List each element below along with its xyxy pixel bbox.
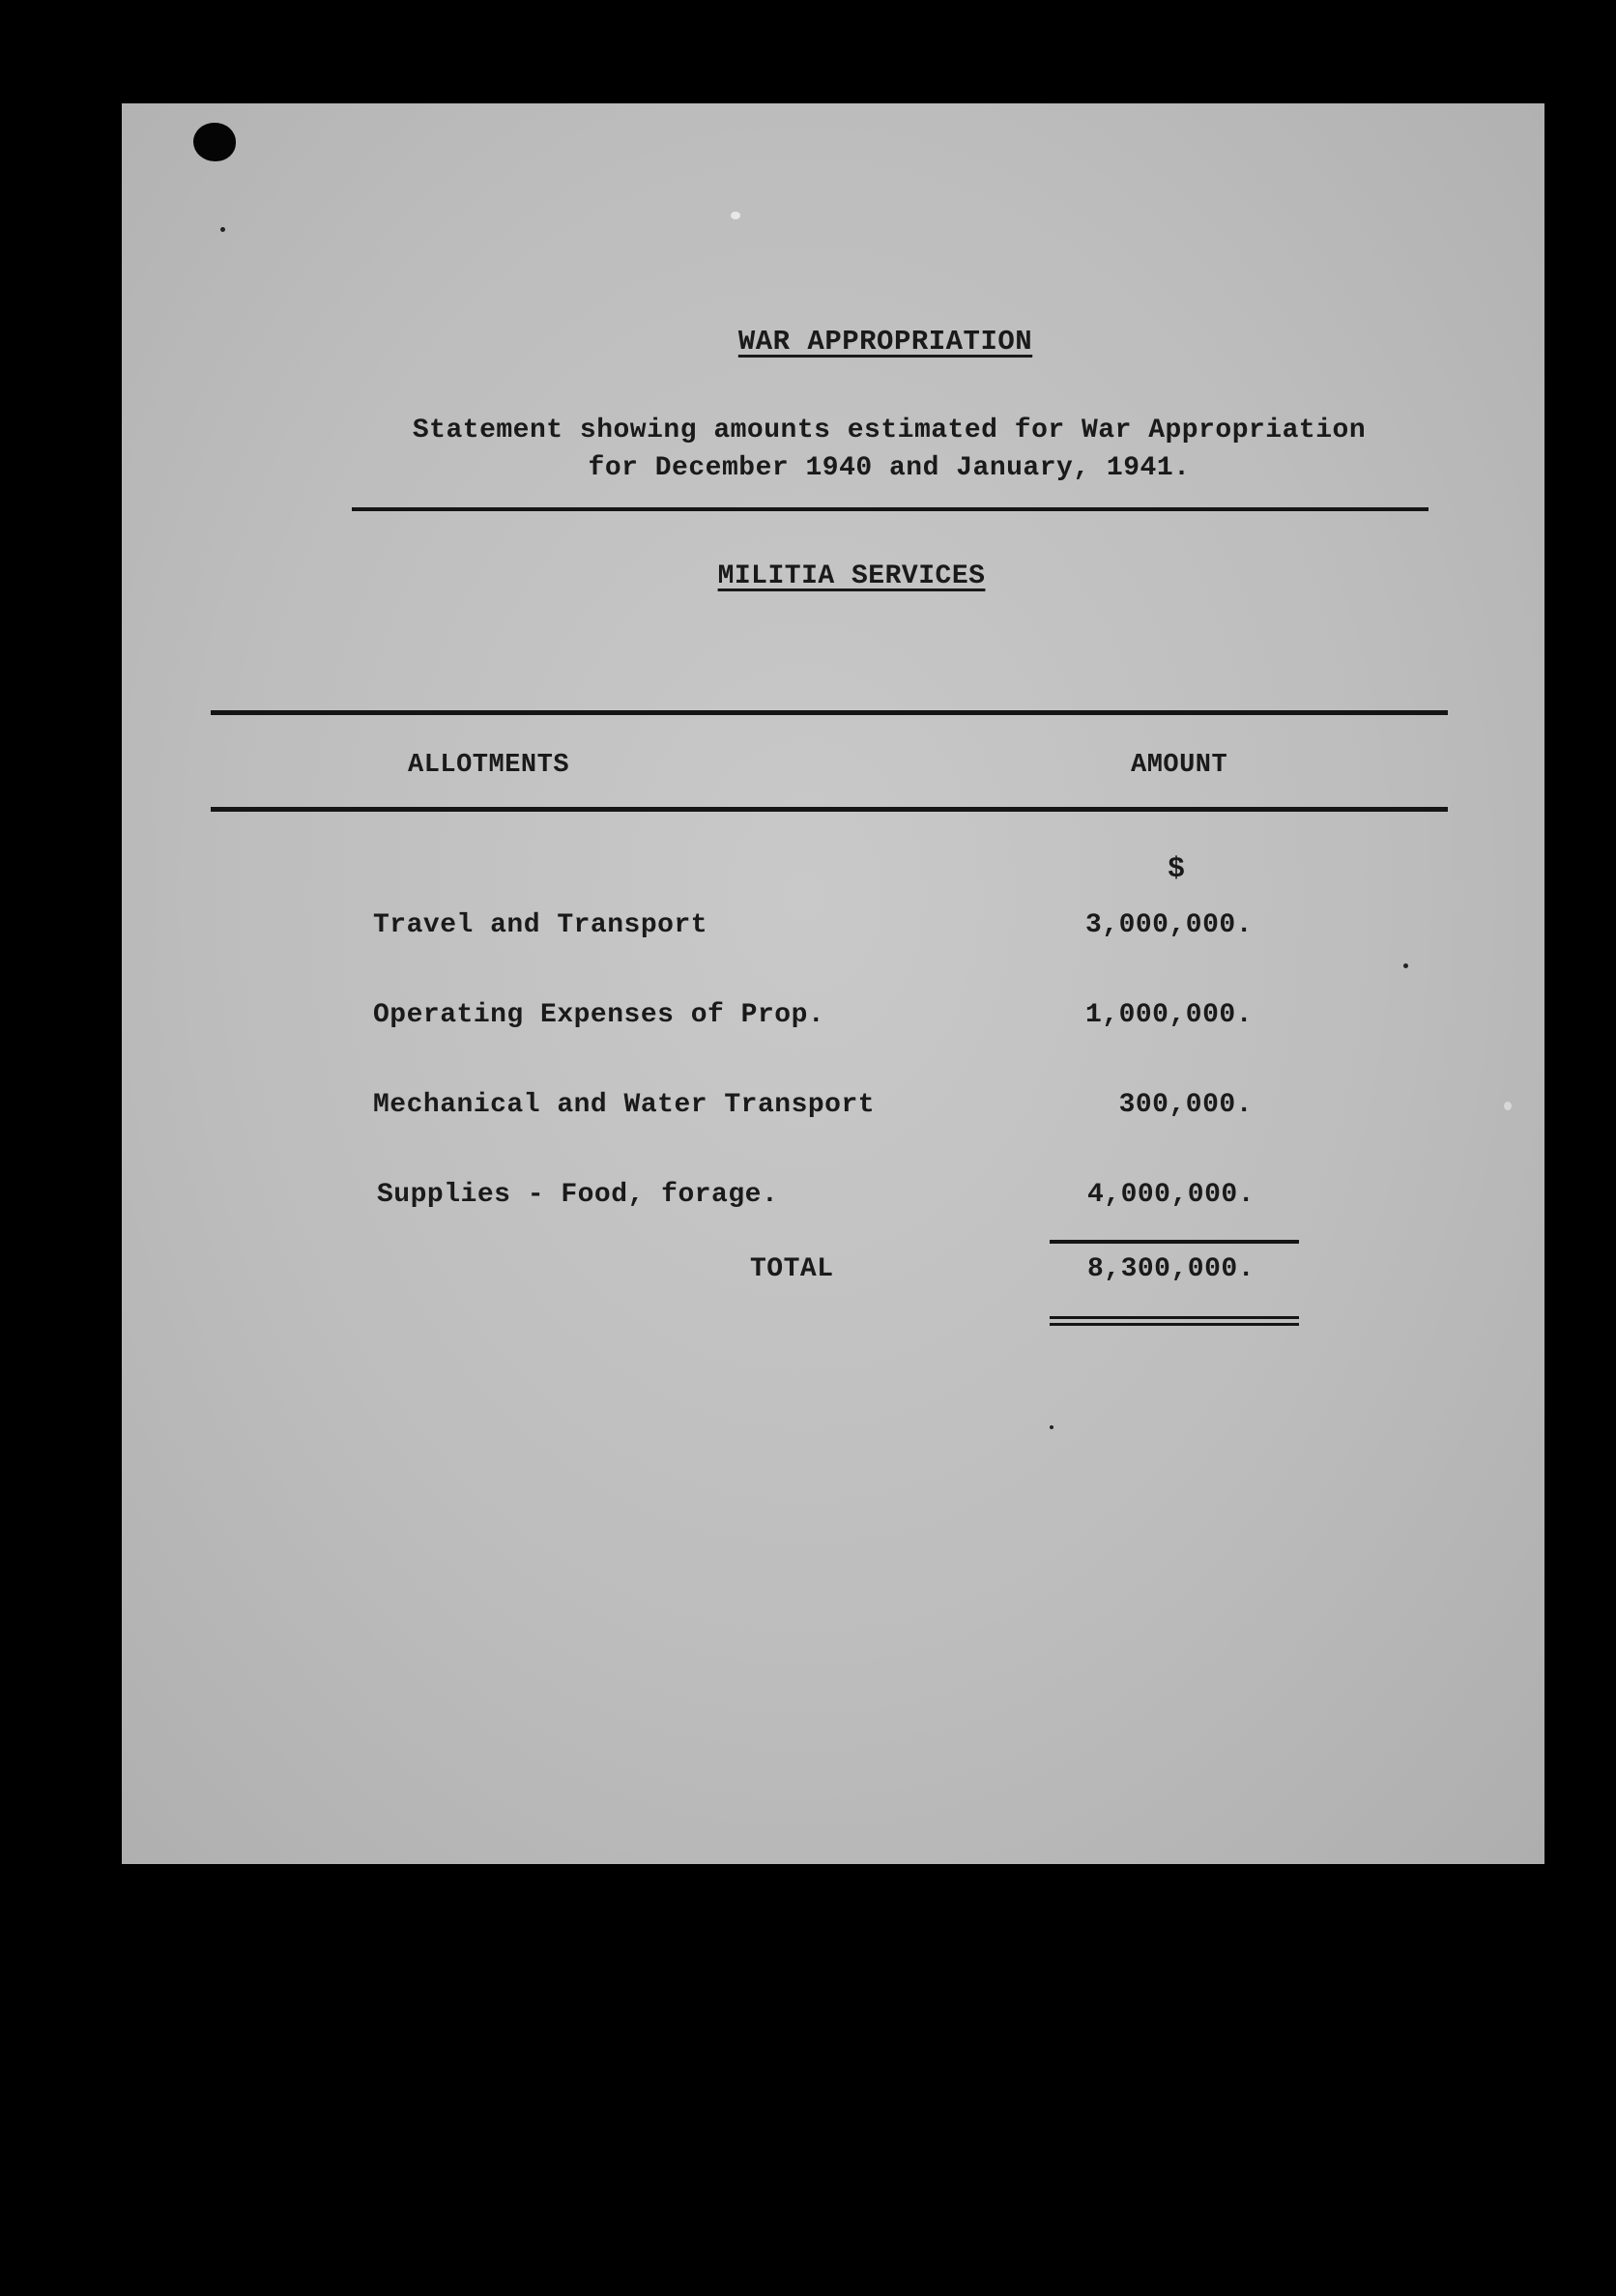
table-row-amount: 4,000,000. [1086,1180,1255,1210]
table-header-rule [211,807,1448,812]
total-amount: 8,300,000. [1086,1254,1255,1284]
document-subtitle-line1: Statement showing amounts estimated for War Appropriation [412,416,1367,445]
speck [1403,963,1408,968]
table-row-label: Supplies - Food, forage. [377,1180,779,1210]
table-row-amount: 300,000. [1118,1090,1253,1120]
speck [220,227,225,232]
document-subtitle-line2: for December 1940 and January, 1941. [588,453,1191,483]
table-top-rule [211,710,1448,715]
total-double-rule-top [1050,1316,1299,1319]
total-label: TOTAL [750,1254,834,1284]
section-heading: MILITIA SERVICES [717,561,986,591]
table-row-label: Mechanical and Water Transport [373,1090,876,1120]
punch-hole [193,123,236,161]
total-double-rule-bottom [1050,1323,1299,1326]
column-header-allotments: ALLOTMENTS [408,751,570,780]
document-page [122,103,1544,1864]
speck [731,212,740,219]
table-row-label: Travel and Transport [373,910,708,940]
table-row-amount: 3,000,000. [1084,910,1253,940]
speck [1050,1425,1053,1429]
table-row-label: Operating Expenses of Prop. [373,1000,825,1030]
currency-symbol: $ [1168,853,1186,886]
document-title: WAR APPROPRIATION [737,326,1033,358]
table-row-amount: 1,000,000. [1084,1000,1253,1030]
column-header-amount: AMOUNT [1131,751,1228,780]
speck [1504,1102,1512,1110]
subtotal-rule [1050,1240,1299,1244]
divider-rule [352,507,1428,511]
